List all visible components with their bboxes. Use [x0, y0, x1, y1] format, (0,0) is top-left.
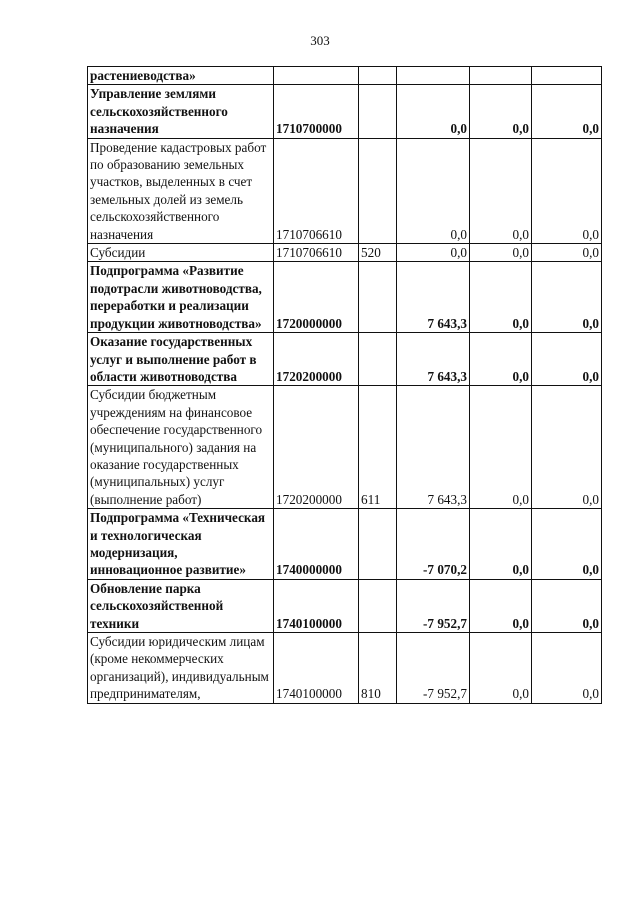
row-name: растениеводства»: [88, 67, 274, 85]
table-row: [88, 244, 602, 262]
row-value-1: 0,0: [397, 138, 470, 243]
row-code: 1710706610: [274, 138, 359, 243]
row-code: 1720200000: [274, 386, 359, 509]
row-value-1: 7 643,3: [397, 262, 470, 333]
row-code: 1740100000: [274, 579, 359, 632]
row-value-3: [532, 67, 602, 85]
row-value-3: 0,0: [532, 386, 602, 509]
row-expense-type: [359, 509, 397, 580]
row-value-1: 7 643,3: [397, 386, 470, 509]
row-code: [274, 67, 359, 85]
table-row: [88, 386, 602, 509]
table-row: [88, 509, 602, 580]
row-expense-type: [359, 138, 397, 243]
row-code: 1740000000: [274, 509, 359, 580]
table-row: [88, 579, 602, 632]
row-value-3: 0,0: [532, 138, 602, 243]
row-expense-type: 810: [359, 633, 397, 704]
row-expense-type: 611: [359, 386, 397, 509]
table-row: [88, 633, 602, 704]
row-name: Субсидии бюджетным учреждениям на финансовое обеспечение государственного (муниципального) задания на оказание государственных (муниципальных) услуг (выполнение работ): [88, 386, 274, 509]
row-name: Оказание государственных услуг и выполнение работ в области животноводства: [88, 333, 274, 386]
row-value-2: 0,0: [470, 509, 532, 580]
row-value-1: 0,0: [397, 85, 470, 138]
row-expense-type: 520: [359, 244, 397, 262]
row-code: 1710700000: [274, 85, 359, 138]
budget-table: [87, 66, 602, 704]
row-value-2: 0,0: [470, 85, 532, 138]
table-row: [88, 262, 602, 333]
row-value-3: 0,0: [532, 262, 602, 333]
row-value-2: [470, 67, 532, 85]
page-number: 303: [310, 33, 330, 48]
table-row: [88, 67, 602, 85]
row-value-1: [397, 67, 470, 85]
row-value-1: -7 070,2: [397, 509, 470, 580]
table-row: [88, 85, 602, 138]
row-expense-type: [359, 333, 397, 386]
row-name: Обновление парка сельскохозяйственной техники: [88, 579, 274, 632]
row-expense-type: [359, 262, 397, 333]
row-code: 1740100000: [274, 633, 359, 704]
row-value-3: 0,0: [532, 333, 602, 386]
row-value-1: -7 952,7: [397, 579, 470, 632]
row-name: Проведение кадастровых работ по образованию земельных участков, выделенных в счет земельных долей из земель сельскохозяйственного назначения: [88, 138, 274, 243]
row-expense-type: [359, 67, 397, 85]
table-row: [88, 333, 602, 386]
row-value-3: 0,0: [532, 509, 602, 580]
row-expense-type: [359, 85, 397, 138]
row-code: 1720200000: [274, 333, 359, 386]
row-code: 1720000000: [274, 262, 359, 333]
row-value-1: 0,0: [397, 244, 470, 262]
row-value-2: 0,0: [470, 633, 532, 704]
row-name: Субсидии юридическим лицам (кроме некоммерческих организаций), индивидуальным предпринимателям,: [88, 633, 274, 704]
row-value-3: 0,0: [532, 633, 602, 704]
row-value-3: 0,0: [532, 85, 602, 138]
row-value-2: 0,0: [470, 386, 532, 509]
row-value-2: 0,0: [470, 244, 532, 262]
row-name: Субсидии: [88, 244, 274, 262]
row-value-2: 0,0: [470, 333, 532, 386]
row-code: 1710706610: [274, 244, 359, 262]
row-value-1: 7 643,3: [397, 333, 470, 386]
row-value-2: 0,0: [470, 579, 532, 632]
row-name: Подпрограмма «Развитие подотрасли животноводства, переработки и реализации продукции животноводства»: [88, 262, 274, 333]
row-value-1: -7 952,7: [397, 633, 470, 704]
row-value-3: 0,0: [532, 579, 602, 632]
row-name: Подпрограмма «Техническая и технологическая модернизация, инновационное развитие»: [88, 509, 274, 580]
row-value-2: 0,0: [470, 262, 532, 333]
row-value-2: 0,0: [470, 138, 532, 243]
row-expense-type: [359, 579, 397, 632]
table-row: [88, 138, 602, 243]
row-value-3: 0,0: [532, 244, 602, 262]
row-name: Управление землями сельскохозяйственного назначения: [88, 85, 274, 138]
